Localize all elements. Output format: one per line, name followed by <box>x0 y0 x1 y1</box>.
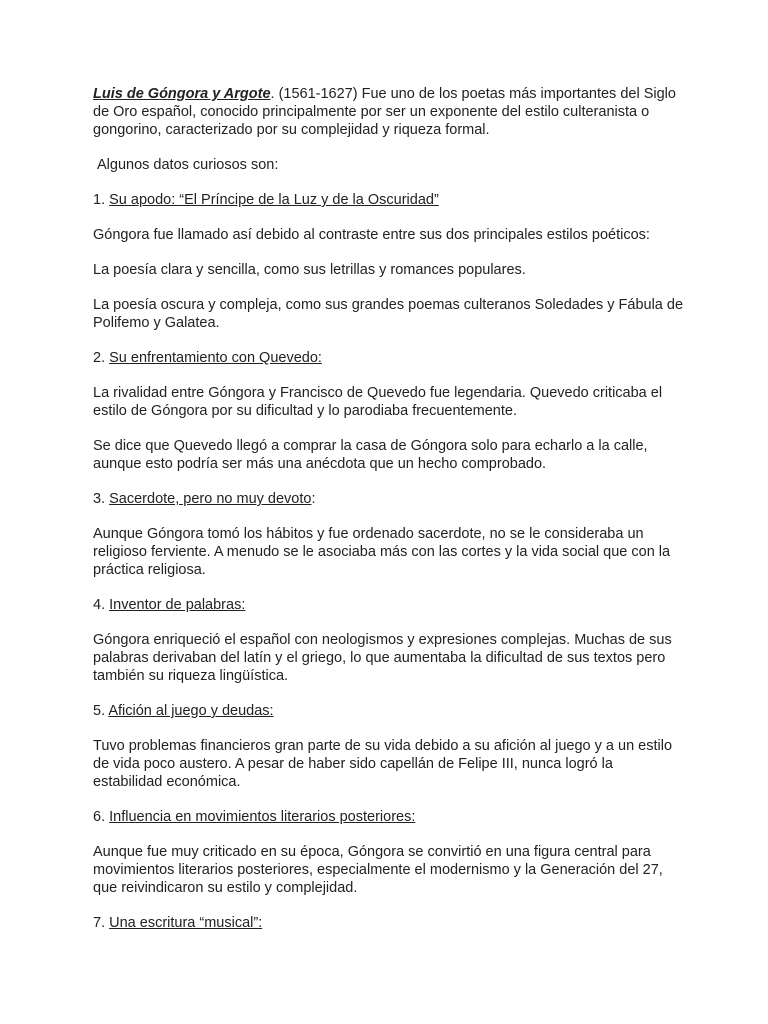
section-title: Influencia en movimientos literarios posteriores: <box>109 809 416 825</box>
section-paragraph: Góngora fue llamado así debido al contraste entre sus dos principales estilos poéticos: <box>93 227 650 243</box>
lead-text: Algunos datos curiosos son: <box>97 157 279 173</box>
section-paragraph: La poesía oscura y compleja, como sus grandes poemas culteranos Soledades y Fábula de Polifemo y Galatea. <box>93 297 684 331</box>
section-title: Una escritura “musical”: <box>109 915 263 931</box>
section-title: Afición al juego y deudas: <box>108 703 274 719</box>
section-heading-3 <box>93 490 683 508</box>
section-title: Su enfrentamiento con Quevedo: <box>109 350 322 366</box>
intro-text: . (1561-1627) Fue uno de los poetas más importantes del Siglo de Oro español, conocido principalmente por ser un exponente del estilo culteranista o gongorino, caracterizado por su complejidad y riqueza formal. <box>93 86 676 138</box>
section-number: 4. <box>93 597 110 613</box>
section-paragraph: Aunque fue muy criticado en su época, Góngora se convirtió en una figura central para movimientos literarios posteriores, especialmente el modernismo y la Generación del 27, que reivindicaron su estilo y complejidad. <box>93 844 663 896</box>
section-paragraph: Tuvo problemas financieros gran parte de su vida debido a su afición al juego y a un estilo de vida poco austero. A pesar de haber sido capellán de Felipe III, nunca logró la estabilidad económica. <box>93 738 673 790</box>
section-heading-2 <box>93 349 683 367</box>
section-number: 2. <box>93 350 110 366</box>
section-suffix: : <box>311 491 316 507</box>
section-number: 7. <box>93 915 110 931</box>
section-paragraph: Se dice que Quevedo llegó a comprar la casa de Góngora solo para echarlo a la calle, aunque esto podría ser más una anécdota que un hecho comprobado. <box>93 438 648 472</box>
section-heading-6 <box>93 808 683 826</box>
document-body <box>93 85 683 949</box>
section-number: 1. <box>93 192 110 208</box>
section-paragraph: La poesía clara y sencilla, como sus letrillas y romances populares. <box>93 262 526 278</box>
author-name: Luis de Góngora y Argote <box>93 86 271 102</box>
intro-paragraph <box>93 85 683 139</box>
section-heading-7 <box>93 914 683 932</box>
section-paragraph: Góngora enriqueció el español con neologismos y expresiones complejas. Muchas de sus palabras derivaban del latín y el griego, lo que aumentaba la dificultad de sus textos pero también su riqueza lingüística. <box>93 632 672 684</box>
section-paragraph: Aunque Góngora tomó los hábitos y fue ordenado sacerdote, no se le consideraba un religioso ferviente. A menudo se le asociaba más con las cortes y la vida social que con la práctica religiosa. <box>93 526 671 578</box>
section-heading-1 <box>93 191 683 209</box>
section-number: 3. <box>93 491 110 507</box>
section-title: Su apodo: “El Príncipe de la Luz y de la Oscuridad” <box>109 192 439 208</box>
section-title: Sacerdote, pero no muy devoto <box>109 491 312 507</box>
section-heading-5 <box>93 702 683 720</box>
section-title: Inventor de palabras: <box>109 597 246 613</box>
section-paragraph: La rivalidad entre Góngora y Francisco de Quevedo fue legendaria. Quevedo criticaba el estilo de Góngora por su dificultad y lo parodiaba frecuentemente. <box>93 385 663 419</box>
section-heading-4 <box>93 596 683 614</box>
section-number: 5. <box>93 703 109 719</box>
section-number: 6. <box>93 809 110 825</box>
